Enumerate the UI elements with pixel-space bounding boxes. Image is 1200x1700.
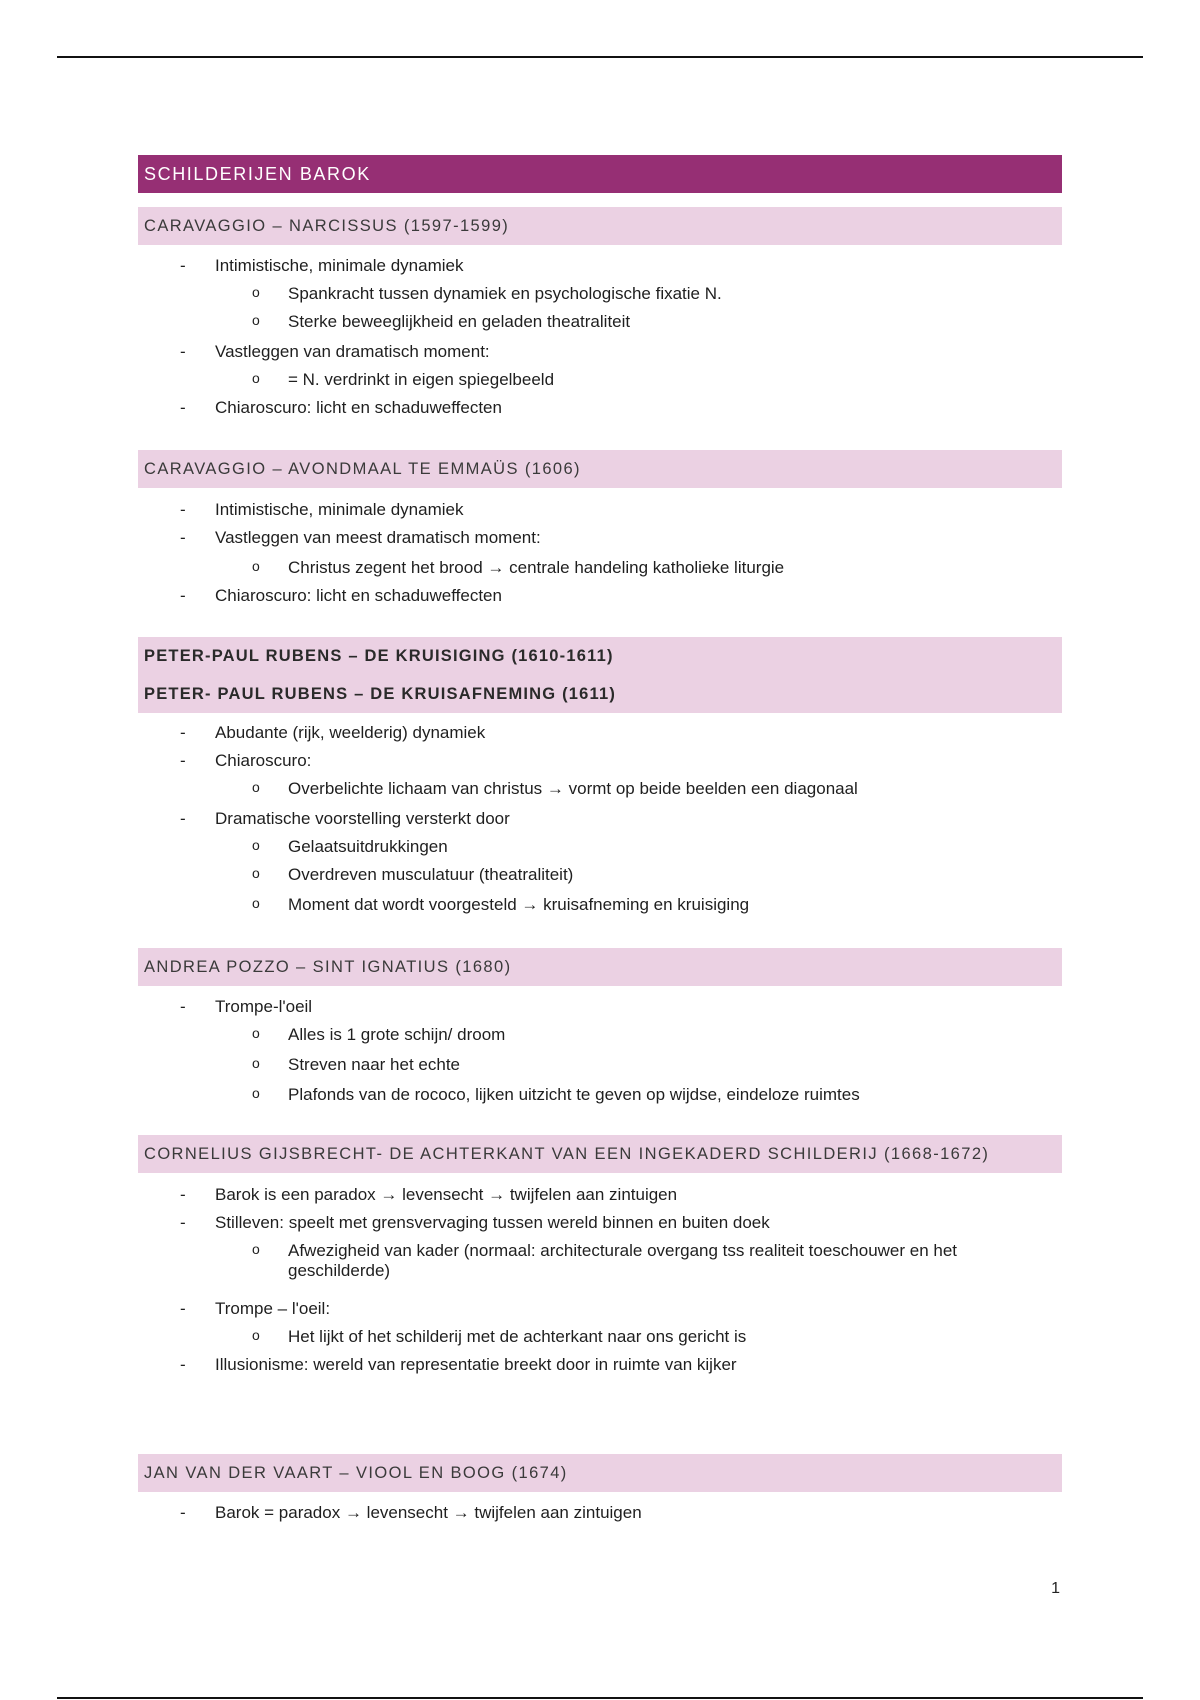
dash-bullet-icon: - <box>180 1185 186 1204</box>
section-heading-text: PETER-PAUL RUBENS – DE KRUISIGING (1610-1611) <box>144 646 614 665</box>
page-number: 1 <box>1051 1580 1060 1597</box>
list-item <box>0 1299 1200 1327</box>
dash-bullet-icon: - <box>180 809 186 828</box>
list-item-text: Trompe-l'oeil <box>215 997 313 1016</box>
list-item-text: Sterke beweeglijkheid en geladen theatraliteit <box>288 312 631 331</box>
list-item <box>0 586 1200 614</box>
list-item <box>0 837 1200 865</box>
circle-bullet-icon: o <box>252 1241 260 1257</box>
list-item <box>0 1355 1200 1383</box>
bullet-list <box>0 723 1200 923</box>
list-item <box>0 312 1200 342</box>
list-item-text: Dramatische voorstelling versterkt door <box>215 809 510 828</box>
list-item-text: = N. verdrinkt in eigen spiegelbeeld <box>288 370 555 389</box>
circle-bullet-icon: o <box>252 1085 260 1101</box>
dash-bullet-icon: - <box>180 586 186 605</box>
section-heading <box>138 948 1062 986</box>
list-item <box>0 1055 1200 1085</box>
list-item-text: Stilleven: speelt met grensvervaging tussen wereld binnen en buiten doek <box>215 1213 770 1232</box>
list-item-text: Abudante (rijk, weelderig) dynamiek <box>215 723 486 742</box>
list-item-text: Vastleggen van meest dramatisch moment: <box>215 528 541 547</box>
list-item <box>0 284 1200 312</box>
section-heading <box>138 637 1062 713</box>
list-item <box>0 1185 1200 1213</box>
list-item-text: Afwezigheid van kader (normaal: architecturale overgang tss realiteit toeschouwer en het geschilderde) <box>288 1241 958 1280</box>
dash-bullet-icon: - <box>180 528 186 547</box>
list-item-text: Spankracht tussen dynamiek en psychologische fixatie N. <box>288 284 722 303</box>
section-heading <box>138 450 1062 488</box>
section-heading-text: CARAVAGGIO – AVONDMAAL TE EMMAÜS (1606) <box>144 459 581 478</box>
list-item <box>0 256 1200 284</box>
circle-bullet-icon: o <box>252 370 260 386</box>
circle-bullet-icon: o <box>252 284 260 300</box>
section-heading <box>138 207 1062 245</box>
section-heading-text: ANDREA POZZO – SINT IGNATIUS (1680) <box>144 957 512 976</box>
circle-bullet-icon: o <box>252 1055 260 1071</box>
section-heading-text: CARAVAGGIO – NARCISSUS (1597-1599) <box>144 216 510 235</box>
bullet-list <box>0 1185 1200 1383</box>
bullet-list <box>0 997 1200 1113</box>
circle-bullet-icon: o <box>252 558 260 574</box>
list-item-text: Barok is een paradox → levensecht → twijfelen aan zintuigen <box>215 1185 678 1204</box>
bottom-rule <box>57 1697 1143 1699</box>
section-heading <box>138 1135 1062 1173</box>
circle-bullet-icon: o <box>252 312 260 328</box>
list-item-text: Chiaroscuro: licht en schaduweffecten <box>215 586 502 605</box>
list-item-text: Chiaroscuro: licht en schaduweffecten <box>215 398 502 417</box>
list-item <box>0 1241 1200 1299</box>
circle-bullet-icon: o <box>252 1327 260 1343</box>
section-heading-text: PETER- PAUL RUBENS – DE KRUISAFNEMING (1611) <box>144 684 617 703</box>
circle-bullet-icon: o <box>252 837 260 853</box>
circle-bullet-icon: o <box>252 779 260 795</box>
list-item <box>0 723 1200 751</box>
list-item-text: Alles is 1 grote schijn/ droom <box>288 1025 506 1044</box>
list-item-text: Illusionisme: wereld van representatie breekt door in ruimte van kijker <box>215 1355 737 1374</box>
dash-bullet-icon: - <box>180 997 186 1016</box>
circle-bullet-icon: o <box>252 865 260 881</box>
bullet-list <box>0 1503 1200 1531</box>
section-heading-text: CORNELIUS GIJSBRECHT- DE ACHTERKANT VAN EEN INGEKADERD SCHILDERIJ (1668-1672) <box>144 1144 990 1163</box>
list-item-text: Overdreven musculatuur (theatraliteit) <box>288 865 574 884</box>
list-item-text: Vastleggen van dramatisch moment: <box>215 342 490 361</box>
bullet-list <box>0 256 1200 426</box>
section-heading-text: JAN VAN DER VAART – VIOOL EN BOOG (1674) <box>144 1463 568 1482</box>
circle-bullet-icon: o <box>252 1025 260 1041</box>
list-item-text: Overbelichte lichaam van christus → vormt op beide beelden een diagonaal <box>288 779 858 798</box>
dash-bullet-icon: - <box>180 1299 186 1318</box>
list-item-text: Intimistische, minimale dynamiek <box>215 500 464 519</box>
dash-bullet-icon: - <box>180 342 186 361</box>
list-item <box>0 751 1200 779</box>
list-item <box>0 1503 1200 1531</box>
dash-bullet-icon: - <box>180 500 186 519</box>
list-item <box>0 1085 1200 1113</box>
circle-bullet-icon: o <box>252 895 260 911</box>
list-item <box>0 895 1200 923</box>
list-item-text: Trompe – l'oeil: <box>215 1299 331 1318</box>
list-item <box>0 865 1200 895</box>
list-item <box>0 1025 1200 1055</box>
list-item-text: Gelaatsuitdrukkingen <box>288 837 448 856</box>
list-item <box>0 370 1200 398</box>
list-item <box>0 809 1200 837</box>
list-item-text: Plafonds van de rococo, lijken uitzicht te geven op wijdse, eindeloze ruimtes <box>288 1085 860 1104</box>
dash-bullet-icon: - <box>180 1503 186 1522</box>
list-item <box>0 558 1200 586</box>
list-item-text: Moment dat wordt voorgesteld → kruisafneming en kruisiging <box>288 895 750 914</box>
bullet-list <box>0 500 1200 614</box>
list-item <box>0 779 1200 809</box>
list-item <box>0 1213 1200 1241</box>
list-item-text: Het lijkt of het schilderij met de achterkant naar ons gericht is <box>288 1327 747 1346</box>
list-item-text: Christus zegent het brood → centrale handeling katholieke liturgie <box>288 558 785 577</box>
list-item <box>0 398 1200 426</box>
section-heading <box>138 1454 1062 1492</box>
list-item-text: Streven naar het echte <box>288 1055 461 1074</box>
dash-bullet-icon: - <box>180 751 186 770</box>
dash-bullet-icon: - <box>180 256 186 275</box>
list-item <box>0 997 1200 1025</box>
dash-bullet-icon: - <box>180 1213 186 1232</box>
list-item <box>0 500 1200 528</box>
list-item <box>0 528 1200 558</box>
list-item-text: Intimistische, minimale dynamiek <box>215 256 464 275</box>
list-item <box>0 1327 1200 1355</box>
list-item <box>0 342 1200 370</box>
dash-bullet-icon: - <box>180 1355 186 1374</box>
document-title: SCHILDERIJEN BAROK <box>138 155 1062 193</box>
dash-bullet-icon: - <box>180 398 186 417</box>
list-item-text: Chiaroscuro: <box>215 751 312 770</box>
dash-bullet-icon: - <box>180 723 186 742</box>
list-item-text: Barok = paradox → levensecht → twijfelen aan zintuigen <box>215 1503 642 1522</box>
